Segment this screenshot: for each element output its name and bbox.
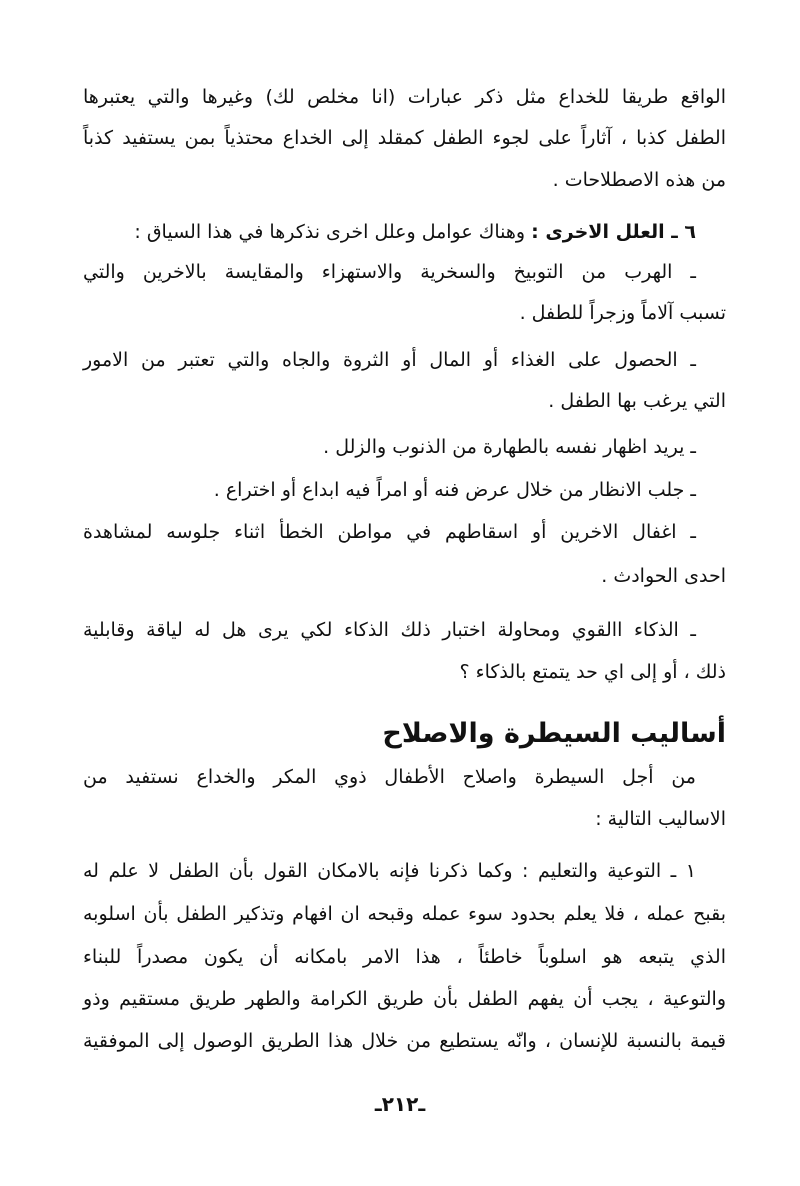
item-text: وهناك عوامل وعلل اخرى نذكرها في هذا السياق : (134, 221, 526, 243)
text-line: ذلك ، أو إلى اي حد يتمتع بالذكاء ؟ (459, 661, 726, 683)
list-item-other-causes (83, 217, 726, 247)
list-item: ـ الذكاء االقوي ومحاولة اختبار ذلك الذكاء لكي يرى هل له لياقة وقابلية (83, 619, 696, 641)
list-item: ـ الهرب من التوبيخ والسخرية والاستهزاء والمقايسة بالاخرين والتي (83, 261, 696, 283)
list-item: ـ جلب الانظار من خلال عرض فنه أو امراً فيه ابداع أو اختراع . (213, 479, 696, 501)
text-line: من أجل السيطرة واصلاح الأطفال ذوي المكر والخداع نستفيد من (83, 766, 696, 788)
text-line: الذي يتبعه هو اسلوباً خاطئاً ، هذا الامر بامكانه أن يكون مصدراً للبناء (83, 946, 726, 968)
page-number: ـ٢١٢ـ (374, 1092, 426, 1116)
text-line: والتوعية ، يجب أن يفهم الطفل بأن طريق الكرامة والطهر طريق مستقيم وذو (83, 988, 726, 1010)
text-line: قيمة بالنسبة للإنسان ، وانّه يستطيع من خلال هذا الطريق الوصول إلى الموفقية (83, 1030, 726, 1052)
text-line: تسبب آلاماً وزجراً للطفل . (519, 302, 726, 324)
item-label: ٦ ـ العلل الاخرى : (531, 221, 696, 243)
text-line: بقبح عمله ، فلا يعلم بحدود سوء عمله وقبحه ان افهام وتذكير الطفل بأن اسلوبه (83, 903, 726, 925)
text-line: احدى الحوادث . (601, 565, 726, 587)
list-item: ـ اغفال الاخرين أو اسقاطهم في مواطن الخطأ اثناء جلوسه لمشاهدة (83, 521, 696, 543)
list-item: ـ يريد اظهار نفسه بالطهارة من الذنوب والزلل . (323, 436, 696, 458)
text-line: الواقع طريقا للخداع مثل ذكر عبارات (انا مخلص لك) وغيرها والتي يعتبرها (83, 86, 726, 108)
list-item: ـ الحصول على الغذاء أو المال أو الثروة والجاه والتي تعتبر من الامور (83, 349, 696, 371)
text-line: الاساليب التالية : (595, 808, 726, 830)
list-item: ١ ـ التوعية والتعليم : وكما ذكرنا فإنه بالامكان القول بأن الطفل لا علم له (83, 860, 696, 882)
text-line: التي يرغب بها الطفل . (548, 390, 726, 412)
section-heading: أساليب السيطرة والاصلاح (382, 718, 726, 749)
text-line: الطفل كذبا ، آثاراً على لجوء الطفل كمقلد إلى الخداع محتذياً بمن يستفيد كذباً (83, 127, 726, 149)
text-line: من هذه الاصطلاحات . (552, 169, 726, 191)
